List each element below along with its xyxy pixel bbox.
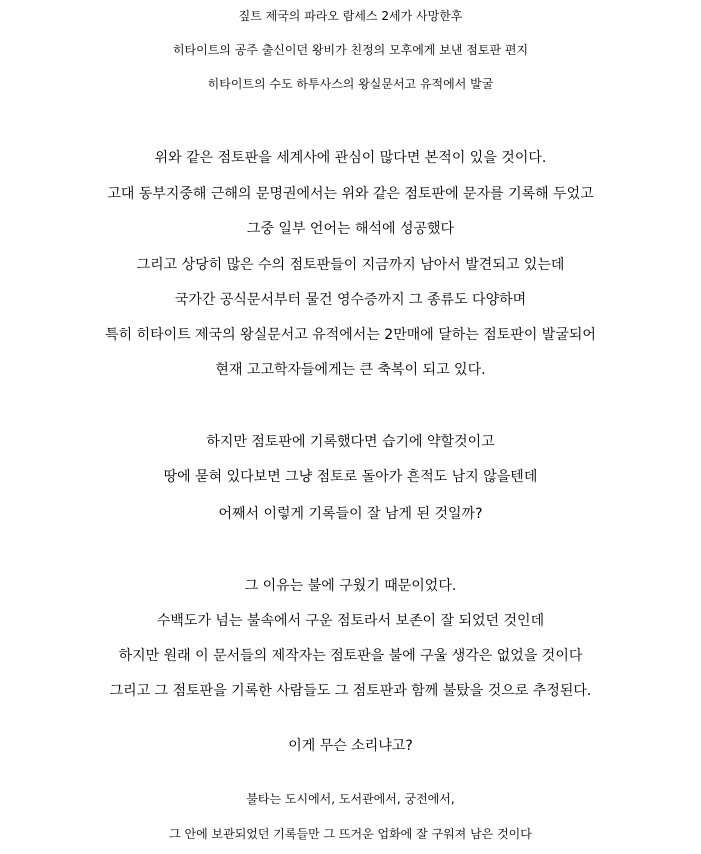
caption-line: 히타이트의 수도 하투사스의 왕실문서고 유적에서 발굴 <box>207 77 494 91</box>
paragraph-line: 어째서 이렇게 기록들이 잘 남게 된 것일까? <box>218 506 483 522</box>
paragraph-line: 하지만 원래 이 문서들의 제작자는 점토판을 불에 구울 생각은 없었을 것이다 <box>118 648 583 664</box>
paragraph-line: 불타는 도시에서, 도서관에서, 궁전에서, <box>246 792 455 806</box>
paragraph-line: 그 안에 보관되었던 기록들만 그 뜨거운 업화에 잘 구워져 남은 것이다 <box>169 827 532 841</box>
caption-line: 히타이트의 공주 출신이던 왕비가 친정의 모후에게 보낸 점토판 편지 <box>172 43 529 57</box>
paragraph-line: 위와 같은 점토판을 세계사에 관심이 많다면 본적이 있을 것이다. <box>154 150 547 166</box>
paragraph-line: 그 이유는 불에 구웠기 때문이었다. <box>244 578 457 594</box>
paragraph-line: 하지만 점토판에 기록했다면 습기에 약할것이고 <box>206 434 495 450</box>
paragraph-line: 그리고 그 점토판을 기록한 사람들도 그 점토판과 함께 불탔을 것으로 추정된다. <box>109 683 592 699</box>
paragraph-line: 땅에 묻혀 있다보면 그냥 점토로 돌아가 흔적도 남지 않을텐데 <box>163 469 538 485</box>
paragraph-line: 수백도가 넘는 불속에서 구운 점토라서 보존이 잘 되었던 것인데 <box>156 613 545 629</box>
paragraph-line: 특히 히타이트 제국의 왕실문서고 유적에서는 2만매에 달하는 점토판이 발굴되어 <box>105 327 596 343</box>
paragraph-line: 국가간 공식문서부터 물건 영수증까지 그 종류도 다양하며 <box>174 292 527 308</box>
paragraph-line: 그리고 상당히 많은 수의 점토판들이 지금까지 남아서 발견되고 있는데 <box>136 257 565 273</box>
question-line: 이게 무슨 소리냐고? <box>288 738 413 754</box>
paragraph-line: 현재 고고학자들에게는 큰 축복이 되고 있다. <box>215 362 486 378</box>
caption-line: 짚트 제국의 파라오 람세스 2세가 사망한후 <box>238 9 463 23</box>
paragraph-line: 그중 일부 언어는 해석에 성공했다 <box>246 221 455 237</box>
paragraph-line: 고대 동부지중해 근해의 문명권에서는 위와 같은 점토판에 문자를 기록해 두었고 <box>107 186 594 202</box>
